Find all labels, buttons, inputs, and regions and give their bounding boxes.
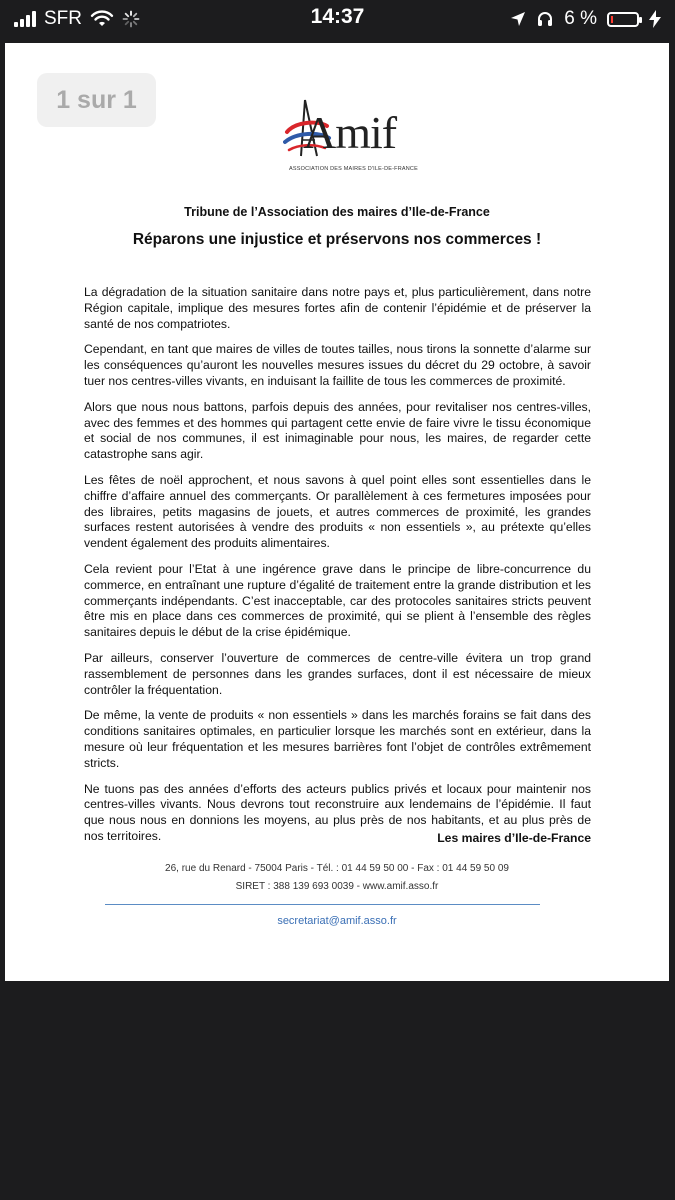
battery-level-fill bbox=[611, 16, 613, 23]
paragraph-4: Les fêtes de noël approchent, et nous savons à quel point elles sont essentielles dans le chiffre d’affaire annuel des commerçants. Or parallèlement à ces fermetures imposées pour des libraires, petits magasins de jouets, et autres commerces de proximité, les grandes surfaces restent autorisées à vendre des produits « non essentiels », au prétexte qu’elles vendent également des produits alimentaires. bbox=[84, 472, 591, 551]
footer-siret: SIRET : 388 139 693 0039 - www.amif.asso.fr bbox=[235, 881, 439, 892]
document-page[interactable] bbox=[5, 43, 669, 981]
location-arrow-icon bbox=[510, 11, 526, 27]
logo-subtitle: ASSOCIATION DES MAIRES D'ILE-DE-FRANCE bbox=[289, 166, 418, 172]
status-right bbox=[510, 8, 661, 30]
footer-email-link[interactable]: secretariat@amif.asso.fr bbox=[277, 915, 397, 927]
battery-percent: 6 % bbox=[564, 8, 597, 29]
signature: Les maires d’Ile-de-France bbox=[437, 831, 591, 845]
headphones-icon bbox=[536, 10, 554, 28]
paragraph-2: Cependant, en tant que maires de villes de toutes tailles, nous tirons la sonnette d’alarme sur les conséquences qu’auront les nouvelles mesures issues du décret du 29 octobre, à savoir tuer nos centres-villes vivants, en induisant la faillite de tous les commerces de proximité. bbox=[84, 342, 591, 388]
page-indicator: 1 sur 1 bbox=[37, 73, 156, 127]
document-body bbox=[84, 285, 591, 855]
carrier-name: SFR bbox=[44, 8, 82, 29]
paragraph-3: Alors que nous nous battons, parfois depuis des années, pour revitaliser nos centres-villes, avec des femmes et des hommes qui partagent cette envie de faire vivre le tissu économique et social de nos communes, il est inimaginable pour nous, les maires, de regarder cette catastrophe sans agir. bbox=[84, 399, 591, 462]
amif-logo bbox=[283, 98, 418, 178]
footer-address: 26, rue du Renard - 75004 Paris - Tél. : 01 44 59 50 00 - Fax : 01 44 59 50 09 bbox=[165, 863, 509, 874]
logo-wordmark: Amif bbox=[303, 107, 397, 158]
footer-divider bbox=[105, 904, 540, 905]
paragraph-7: De même, la vente de produits « non essentiels » dans les marchés forains se fait dans des conditions sanitaires optimales, en particulier lorsque les marchés sont en extérieur, dans la mesure où leur fréquentation et les mesures barrières font l’objet de contrôles extrêmement stricts. bbox=[84, 708, 591, 770]
paragraph-5: Cela revient pour l’Etat à une ingérence grave dans le principe de libre-concurrence du commerce, en entraînant une rupture d’égalité de traitement entre la grande distribution et les commerçants indépendants. C’est inacceptable, car des protocoles sanitaires stricts peuvent être mis en place dans ces commerces de proximité, qui se plient à l’ensemble des règles sanitaires depuis le début de la crise épidémique. bbox=[84, 561, 591, 640]
status-time: 14:37 bbox=[310, 5, 365, 28]
document-subtitle: Tribune de l’Association des maires d’Ile-de-France bbox=[184, 205, 490, 219]
paragraph-6: Par ailleurs, conserver l’ouverture de commerces de centre-ville évitera un trop grand rassemblement de personnes dans les grandes surfaces, dont il est nécessaire de mieux contrôler la fréquentation. bbox=[84, 650, 591, 697]
battery-icon bbox=[607, 12, 639, 27]
document-title: Réparons une injustice et préservons nos commerces ! bbox=[132, 231, 542, 248]
charging-bolt-icon bbox=[649, 10, 661, 28]
status-bar bbox=[0, 0, 675, 38]
paragraph-1: La dégradation de la situation sanitaire dans notre pays et, plus particulièrement, dans notre Région capitale, implique des mesures fortes afin de contenir l’épidémie et de préserver la santé de nos compatriotes. bbox=[84, 285, 591, 331]
paragraph-8: Ne tuons pas des années d’efforts des acteurs publics privés et locaux pour maintenir nos centres-villes vivants. Nous devrons tout reconstruire aux lendemains de l’épidémie. Il faut que nous nous en donnions les moyens, au plus près de nos habitants, et au plus près de nos territoires. bbox=[84, 781, 591, 843]
